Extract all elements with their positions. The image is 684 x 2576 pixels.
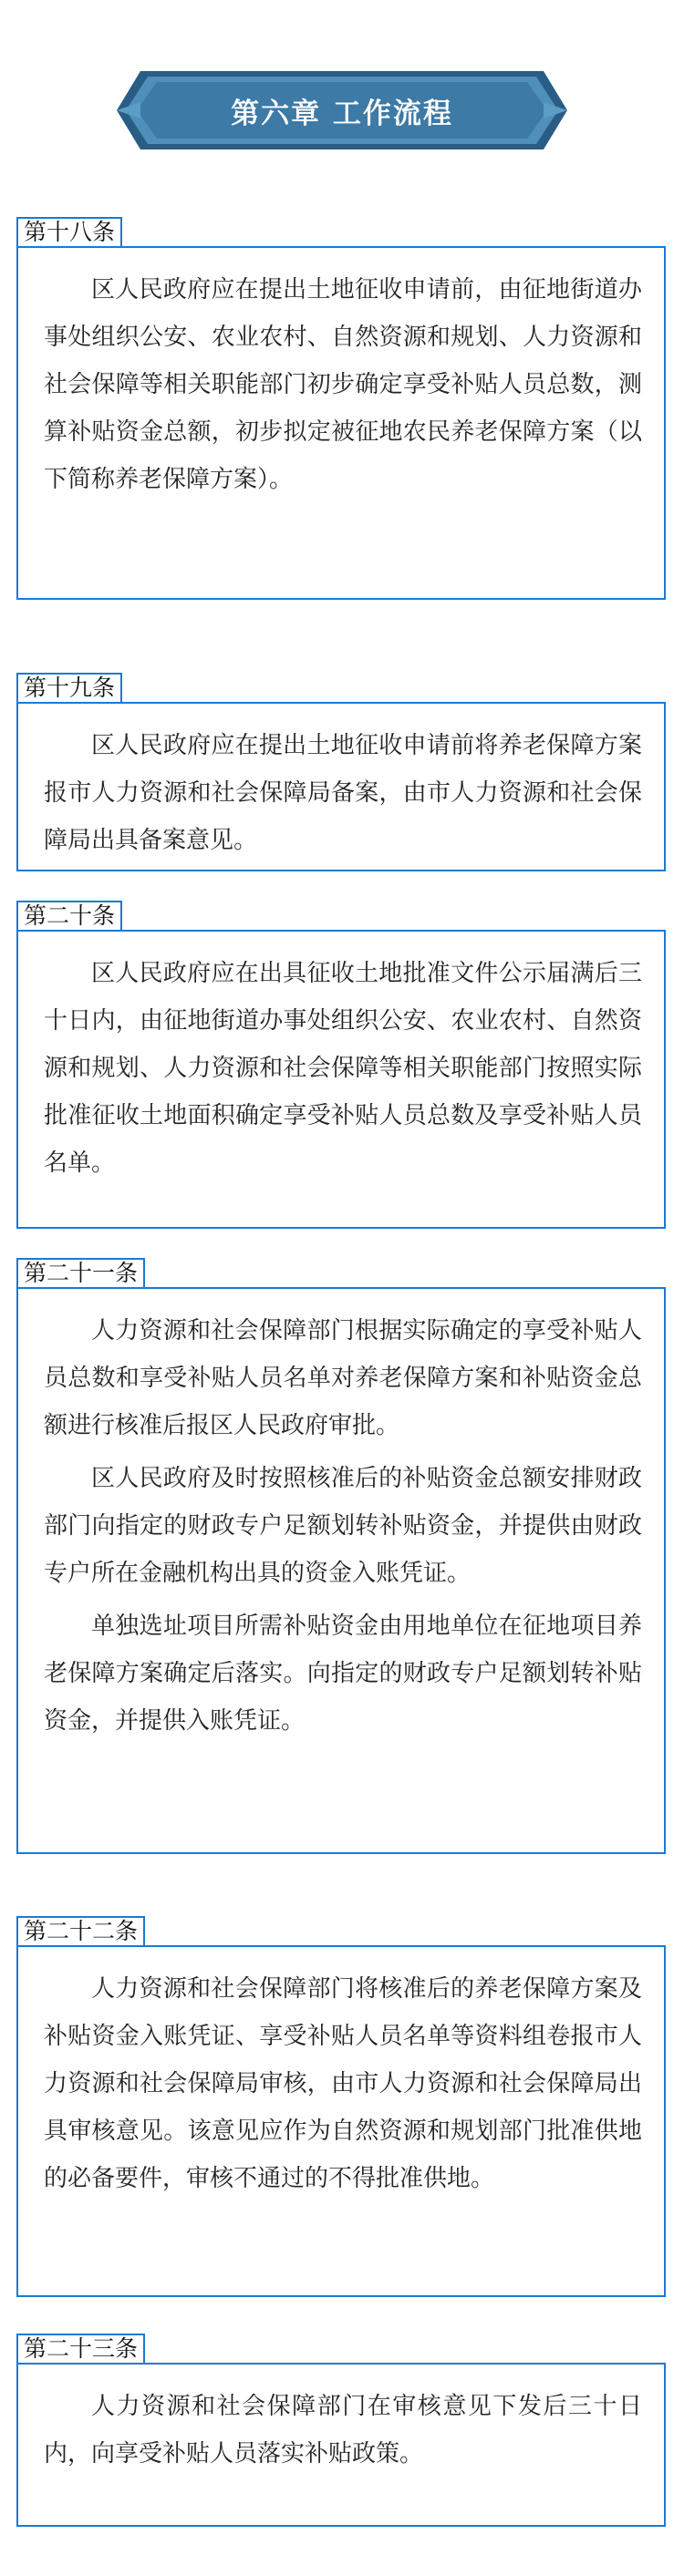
article-body xyxy=(16,702,666,871)
paragraph: 区人民政府应在提出土地征收申请前将养老保障方案报市人力资源和社会保障局备案，由市人力资源和社会保障局出具备案意见。 xyxy=(44,732,642,854)
chapter-banner xyxy=(117,71,567,149)
article-label: 第十九条 xyxy=(16,673,122,702)
article-label: 第二十一条 xyxy=(16,1258,145,1287)
article-body xyxy=(16,1945,666,2297)
paragraph: 区人民政府及时按照核准后的补贴资金总额安排财政部门向指定的财政专户足额划转补贴资金，并提供由财政专户所在金融机构出具的资金入账凭证。 xyxy=(44,1465,642,1587)
article-body xyxy=(16,246,666,600)
paragraph: 单独选址项目所需补贴资金由用地单位在征地项目养老保障方案确定后落实。向指定的财政专户足额划转补贴资金，并提供入账凭证。 xyxy=(44,1613,642,1735)
paragraph: 区人民政府应在出具征收土地批准文件公示届满后三十日内，由征地街道办事处组织公安、农业农村、自然资源和规划、人力资源和社会保障等相关职能部门按照实际批准征收土地面积确定享受补贴人员总数及享受补贴人员名单。 xyxy=(44,960,642,1177)
article-body xyxy=(16,930,666,1229)
article-body xyxy=(16,2363,666,2527)
chapter-title: 第六章 工作流程 xyxy=(231,97,453,130)
article-body xyxy=(16,1287,666,1854)
article-label: 第十八条 xyxy=(16,217,122,246)
article-label: 第二十条 xyxy=(16,901,122,930)
paragraph: 人力资源和社会保障部门将核准后的养老保障方案及补贴资金入账凭证、享受补贴人员名单等资料组卷报市人力资源和社会保障局审核，由市人力资源和社会保障局出具审核意见。该意见应作为自然资源和规划部门批准供地的必备要件，审核不通过的不得批准供地。 xyxy=(44,1975,642,2192)
article-label: 第二十三条 xyxy=(16,2334,145,2363)
paragraph: 人力资源和社会保障部门在审核意见下发后三十日内，向享受补贴人员落实补贴政策。 xyxy=(44,2393,642,2468)
paragraph: 人力资源和社会保障部门根据实际确定的享受补贴人员总数和享受补贴人员名单对养老保障方案和补贴资金总额进行核准后报区人民政府审批。 xyxy=(44,1317,642,1439)
paragraph: 区人民政府应在提出土地征收申请前，由征地街道办事处组织公安、农业农村、自然资源和规划、人力资源和社会保障等相关职能部门初步确定享受补贴人员总数，测算补贴资金总额，初步拟定被征地农民养老保障方案（以下简称养老保障方案）。 xyxy=(44,276,642,493)
article-label: 第二十二条 xyxy=(16,1916,145,1945)
